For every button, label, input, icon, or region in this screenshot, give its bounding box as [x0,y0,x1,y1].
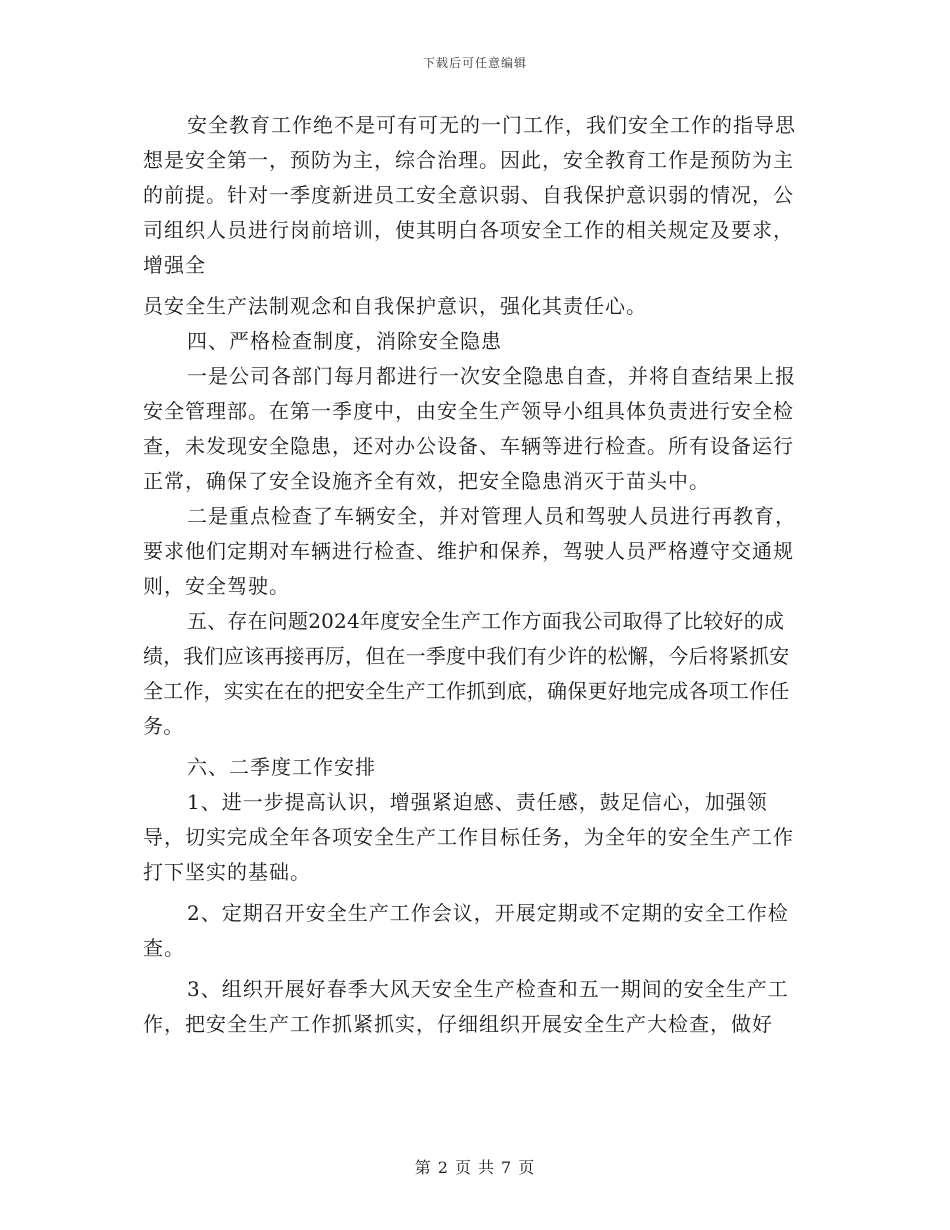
footer-prefix: 第 [414,1158,432,1177]
document-body [143,108,808,1042]
paragraph-existing-problems: 五、存在问题2024年度安全生产工作方面我公司取得了比较好的成绩，我们应该再接再厉，但在一季度中我们有少许的松懈，今后将紧抓安全工作，实实在在的把安全生产工作抓到底，确保更好地完成各项工作任务。 [143,609,790,738]
list-item-1: 1、进一步提高认识，增强紧迫感、责任感，鼓足信心，加强领导，切实完成全年各项安全生产工作目标任务，为全年的安全生产工作打下坚实的基础。 [143,790,794,884]
footer-middle: 页 共 [454,1158,496,1177]
list-item-3: 3、组织开展好春季大风天安全生产检查和五一期间的安全生产工作，把安全生产工作抓紧抓实，仔细组织开展安全生产大检查，做好 [143,977,789,1036]
page-header: 下载后可任意编辑 [422,56,527,70]
footer-page-number: 2 [437,1158,449,1177]
paragraph-vehicle-safety: 二是重点检查了车辆安全，并对管理人员和驾驶人员进行再教育，要求他们定期对车辆进行检查、维护和保养，驾驶人员严格遵守交通规则，安全驾驶。 [143,504,796,598]
list-item-2: 2、定期召开安全生产工作会议，开展定期或不定期的安全工作检查。 [143,901,789,960]
paragraph-continuation: 员安全生产法制观念和自我保护意识，强化其责任心。 [143,294,647,318]
section-heading-q2-plan: 六、二季度工作安排 [187,755,376,779]
paragraph-safety-education: 安全教育工作绝不是可有可无的一门工作，我们安全工作的指导思想是安全第一，预防为主，综合治理。因此，安全教育工作是预防为主的前提。针对一季度新进员工安全意识弱、自我保护意识弱的情况，公司组织人员进行岗前培训，使其明白各项安全工作的相关规定及要求，增强全 [143,113,796,277]
paragraph-self-inspection: 一是公司各部门每月都进行一次安全隐患自查，并将自查结果上报安全管理部。在第一季度中，由安全生产领导小组具体负责进行安全检查，未发现安全隐患，还对办公设备、车辆等进行检查。所有设备运行正常，确保了安全设施齐全有效，把安全隐患消灭于苗头中。 [143,364,796,493]
section-heading-inspection: 四、严格检查制度，消除安全隐患 [187,329,502,353]
footer-total-pages: 7 [501,1158,513,1177]
footer-suffix: 页 [518,1158,536,1177]
page-footer [0,1155,950,1178]
